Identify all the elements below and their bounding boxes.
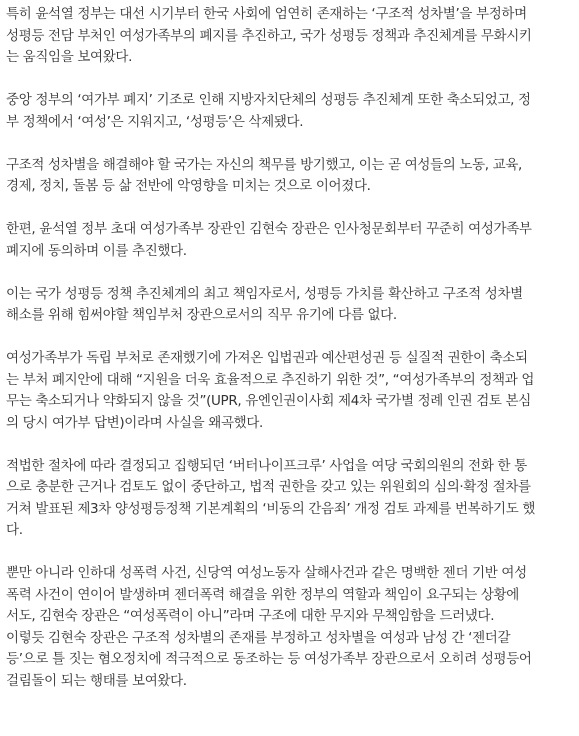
paragraph-1: 특히 윤석열 정부는 대선 시기부터 한국 사회에 엄연히 존재하는 ‘구조적 성차별’을 부정하며 성평등 전담 부처인 여성가족부의 폐지를 추진하고, 국가 성평등 정책과 추진체계를 무화시키 는 움직임을 보여왔다. — [6, 6, 532, 65]
paragraph-3: 구조적 성차별을 해결해야 할 국가는 자신의 책무를 방기했고, 이는 곧 여성들의 노동, 교육, 경제, 정치, 돌봄 등 삶 전반에 악영향을 미치는 것으로 이어졌다. — [6, 156, 522, 194]
paragraph-8: 뿐만 아니라 인하대 성폭력 사건, 신당역 여성노동자 살해사건과 같은 명백한 젠더 기반 여성 폭력 사건이 연이어 발생하며 젠더폭력 해결을 위한 정부의 역할과 책임이 요구되는 상황에 서도, 김현숙 장관은 “여성폭력이 아니”라며 구조에 대한 무지와 무책임함을 드러냈다. — [6, 565, 527, 624]
paragraph-2: 중앙 정부의 ‘여가부 폐지’ 기조로 인해 지방자치단체의 성평등 추진체계 또한 축소되었고, 정 부 정책에서 ‘여성’은 지워지고, ‘성평등’은 삭제됐다. — [6, 92, 531, 130]
paragraph-4: 한편, 윤석열 정부 초대 여성가족부 장관인 김현숙 장관은 인사청문회부터 꾸준히 여성가족부 폐지에 동의하며 이를 추진했다. — [6, 221, 532, 259]
paragraph-9: 이렇듯 김현숙 장관은 구조적 성차별의 존재를 부정하고 성차별을 여성과 남성 간 ‘젠더갈 등’으로 틀 짓는 혐오정치에 적극적으로 동조하는 등 여성가족부 장관으로서 오히려 성평등어 걸림돌이 되는 행태를 보여왔다. — [6, 629, 532, 689]
paragraph-6: 여성가족부가 독립 부처로 존재했기에 가져온 입법권과 예산편성권 등 실질적 권한이 축소되 는 부처 폐지안에 대해 “지원을 더욱 효율적으로 추진하기 위한 것”, “여성가족부의 정책과 업 무는 축소되거나 약화되지 않을 것”(UPR, 유엔인권이사회 제4차 국가별 정례 인권 검토 본심 의 당시 여가부 답변)이라며 사실을 왜곡했다. — [6, 350, 535, 431]
paragraph-5: 이는 국가 성평등 정책 추진체계의 최고 책임자로서, 성평등 가치를 확산하고 구조적 성차별 해소를 위해 힘써야할 책임부처 장관으로서의 직무 유기에 다름 없다. — [6, 285, 523, 323]
paragraph-7: 적법한 절차에 따라 결정되고 집행되던 ‘버터나이프크루’ 사업을 여당 국회의원의 전화 한 통 으로 충분한 근거나 검토도 없이 중단하고, 법적 권한을 갖고 있는 위원회의 심의·확정 절차를 거쳐 발표된 제3차 양성평등정책 기본계획의 ‘비동의 간음죄’ 개정 검토 과제를 번복하기도 했 다. — [6, 457, 536, 538]
